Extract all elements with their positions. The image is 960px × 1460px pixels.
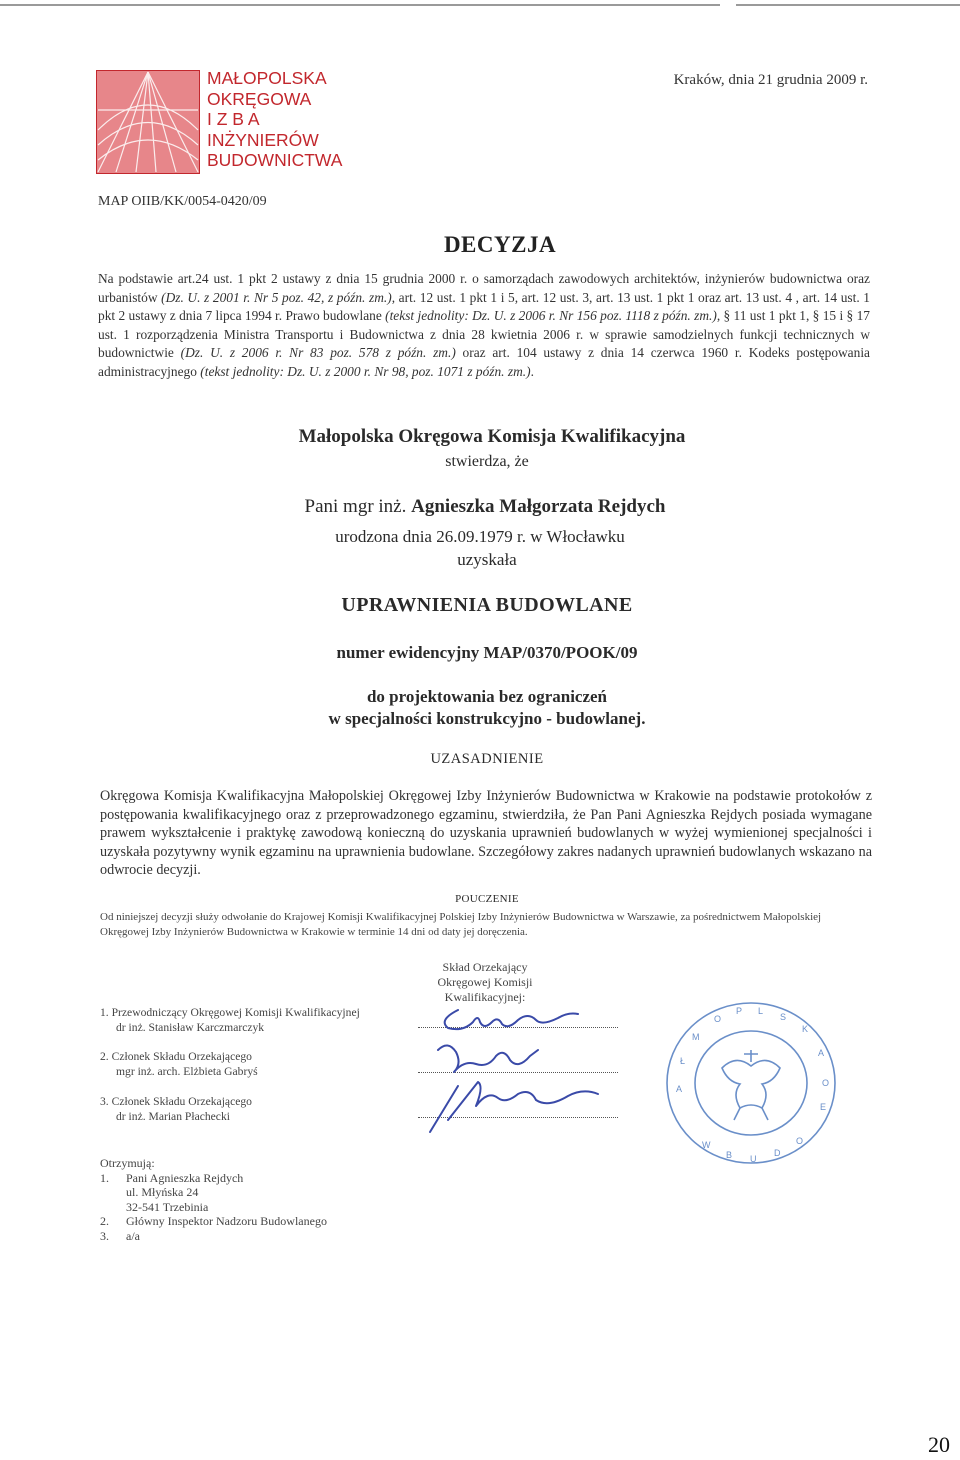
svg-text:M: M	[692, 1032, 700, 1042]
instruction-paragraph: Od niniejszej decyzji służy odwołanie do Krajowej Komisji Kwalifikacyjnej Polskiej Izby Inżynierów Budownictwa w Warszawie, za pośrednictwem Małopolskiej Okręgowej Izby Inżynierów Budownictwa w Krakowie w terminie 14 dni od daty jej doręczenia.	[100, 911, 822, 938]
svg-text:O: O	[796, 1136, 804, 1146]
top-rule	[0, 4, 720, 6]
legal-text: .	[530, 363, 534, 379]
member-role: 1. Przewodniczący Okręgowej Komisji Kwalifikacyjnej	[100, 1006, 360, 1019]
legal-text: Na podstawie art.24 ust. 1 pkt 2 ustawy z dnia 15 grudnia 2000 r. o samorządach zawodowych architektów, inżynierów budownictwa oraz urbanistów	[98, 271, 870, 305]
svg-text:U: U	[750, 1154, 757, 1164]
svg-text:A: A	[676, 1084, 683, 1094]
member-name: dr inż. Stanisław Karczmarczyk	[116, 1020, 265, 1034]
recipient-item: 3. a/a	[100, 1228, 140, 1243]
panel-member	[100, 1006, 360, 1035]
logo-line: I Z B A	[207, 109, 260, 129]
document-title: DECYZJA	[443, 232, 557, 257]
member-role: 2. Członek Składu Orzekającego	[100, 1050, 252, 1063]
commission-name: Małopolska Okręgowa Komisja Kwalifikacyjna	[298, 426, 686, 447]
qualification-scope	[0, 686, 960, 730]
svg-text:D: D	[774, 1148, 781, 1158]
legal-citation: (Dz. U. z 2001 r. Nr 5 poz. 42, z późn. zm.)	[161, 289, 392, 305]
reference-number: MAP OIIB/KK/0054-0420/09	[98, 194, 267, 209]
person-name: Agnieszka Małgorzata Rejdych	[411, 496, 666, 517]
instruction-heading: POUCZENIE	[455, 893, 519, 905]
legal-text: , art. 12 ust. 1 pkt 1 i 5, art. 12 ust. 3, art. 13 ust. 1 pkt 1 oraz art. 13 ust. 4 , art. 14 ust. 1 pkt 2 ustawy z dnia 7 lipca 1994 r. Prawo budowlane	[98, 289, 870, 323]
recipients-heading: Otrzymują:	[100, 1156, 155, 1170]
svg-text:S: S	[780, 1012, 787, 1022]
svg-text:K: K	[802, 1024, 809, 1034]
top-rule-right	[736, 4, 960, 6]
legal-text: , § 11 ust 1 pkt 1, § 15 i § 17 ust. 1 rozporządzenia Ministra Transportu i Budownictwa z dnia 28 kwietnia 2006 r. w sprawie samodzielnych funkcji technicznych w budownictwie	[98, 308, 870, 360]
logo-line: INŻYNIERÓW	[207, 129, 319, 150]
svg-text:O: O	[822, 1078, 830, 1088]
logo-line: OKRĘGOWA	[207, 88, 312, 109]
panel-heading-line: Skład Orzekający	[442, 960, 528, 974]
member-name: dr inż. Marian Płachecki	[116, 1109, 230, 1123]
svg-text:O: O	[714, 1014, 722, 1024]
logo-line: MAŁOPOLSKA	[207, 68, 327, 88]
birth-info: urodzona dnia 26.09.1979 r. w Włocławku	[335, 527, 625, 546]
legal-basis-paragraph	[98, 270, 870, 381]
logo-wordmark	[207, 68, 342, 171]
chamber-logo-icon	[96, 70, 200, 174]
person-title: Pani mgr inż.	[304, 496, 412, 517]
signatures-icon	[418, 990, 628, 1140]
recipient-item: 1. Pani Agnieszka Rejdych	[100, 1170, 244, 1185]
recipient-item: 32-541 Trzebinia	[126, 1199, 209, 1214]
logo-line: BUDOWNICTWA	[207, 150, 343, 170]
panel-heading-line: Okręgowej Komisji Kwalifikacyjnej:	[437, 975, 533, 1004]
recipient-item: ul. Młyńska 24	[126, 1185, 199, 1200]
person-line	[0, 496, 960, 518]
justification-paragraph: Okręgowa Komisja Kwalifikacyjna Małopolskiej Okręgowej Izby Inżynierów Budownictwa w Krakowie na podstawie protokołów z postępowania kwalifikacyjnego oraz z przeprowadzonego egzaminu, stwierdziła, że Pan Pani Agnieszka Rejdych posiada wymagane prawem wykształcenie i praktykę zawodową konieczną do uzyskania uprawnień budowlanych w wyżej wymienionej specjalności i uzyskała pozytywny wynik egzaminu na uprawnienia budowlane. Szczegółowy zakres nadanych uprawnień budowlanych wskazano na odwrocie decyzji.	[100, 788, 872, 878]
scope-line: do projektowania bez ograniczeń	[366, 687, 608, 706]
legal-citation: (tekst jednolity: Dz. U. z 2006 r. Nr 156 poz. 1118 z późn. zm.)	[385, 308, 717, 323]
finding-statement: stwierdza, że	[445, 453, 529, 470]
svg-text:P: P	[736, 1006, 743, 1016]
recipients-block	[100, 1156, 327, 1244]
panel-member	[100, 1050, 258, 1079]
legal-text: oraz art. 104 ustawy z dnia 14 czerwca 1960 r. Kodeks postępowania administracyjnego	[98, 345, 870, 379]
svg-text:B: B	[726, 1150, 733, 1160]
svg-text:A: A	[818, 1048, 825, 1058]
member-role: 3. Członek Składu Orzekającego	[100, 1095, 252, 1108]
registration-number: numer ewidencyjny MAP/0370/POOK/09	[336, 643, 638, 662]
legal-citation: (tekst jednolity: Dz. U. z 2000 r. Nr 98, poz. 1071 z późn. zm.)	[200, 363, 531, 379]
justification-heading: UZASADNIENIE	[430, 751, 544, 767]
official-seal-icon	[662, 998, 840, 1168]
member-name: mgr inż. arch. Elżbieta Gabryś	[116, 1064, 258, 1078]
legal-citation: (Dz. U. z 2006 r. Nr 83 poz. 578 z późn. zm.)	[180, 345, 456, 360]
scope-line: w specjalności konstrukcyjno - budowlanej.	[328, 709, 646, 728]
svg-text:Ł: Ł	[680, 1056, 686, 1066]
recipient-item: 2. Główny Inspektor Nadzoru Budowlanego	[100, 1214, 327, 1229]
svg-text:L: L	[758, 1006, 764, 1016]
page-number: 20	[928, 1432, 950, 1457]
city-date: Kraków, dnia 21 grudnia 2009 r.	[673, 72, 868, 88]
qualification-title: UPRAWNIENIA BUDOWLANE	[341, 594, 633, 616]
svg-text:E: E	[820, 1102, 827, 1112]
obtained-label: uzyskała	[457, 550, 517, 569]
panel-member	[100, 1095, 252, 1124]
svg-text:W: W	[702, 1140, 711, 1150]
